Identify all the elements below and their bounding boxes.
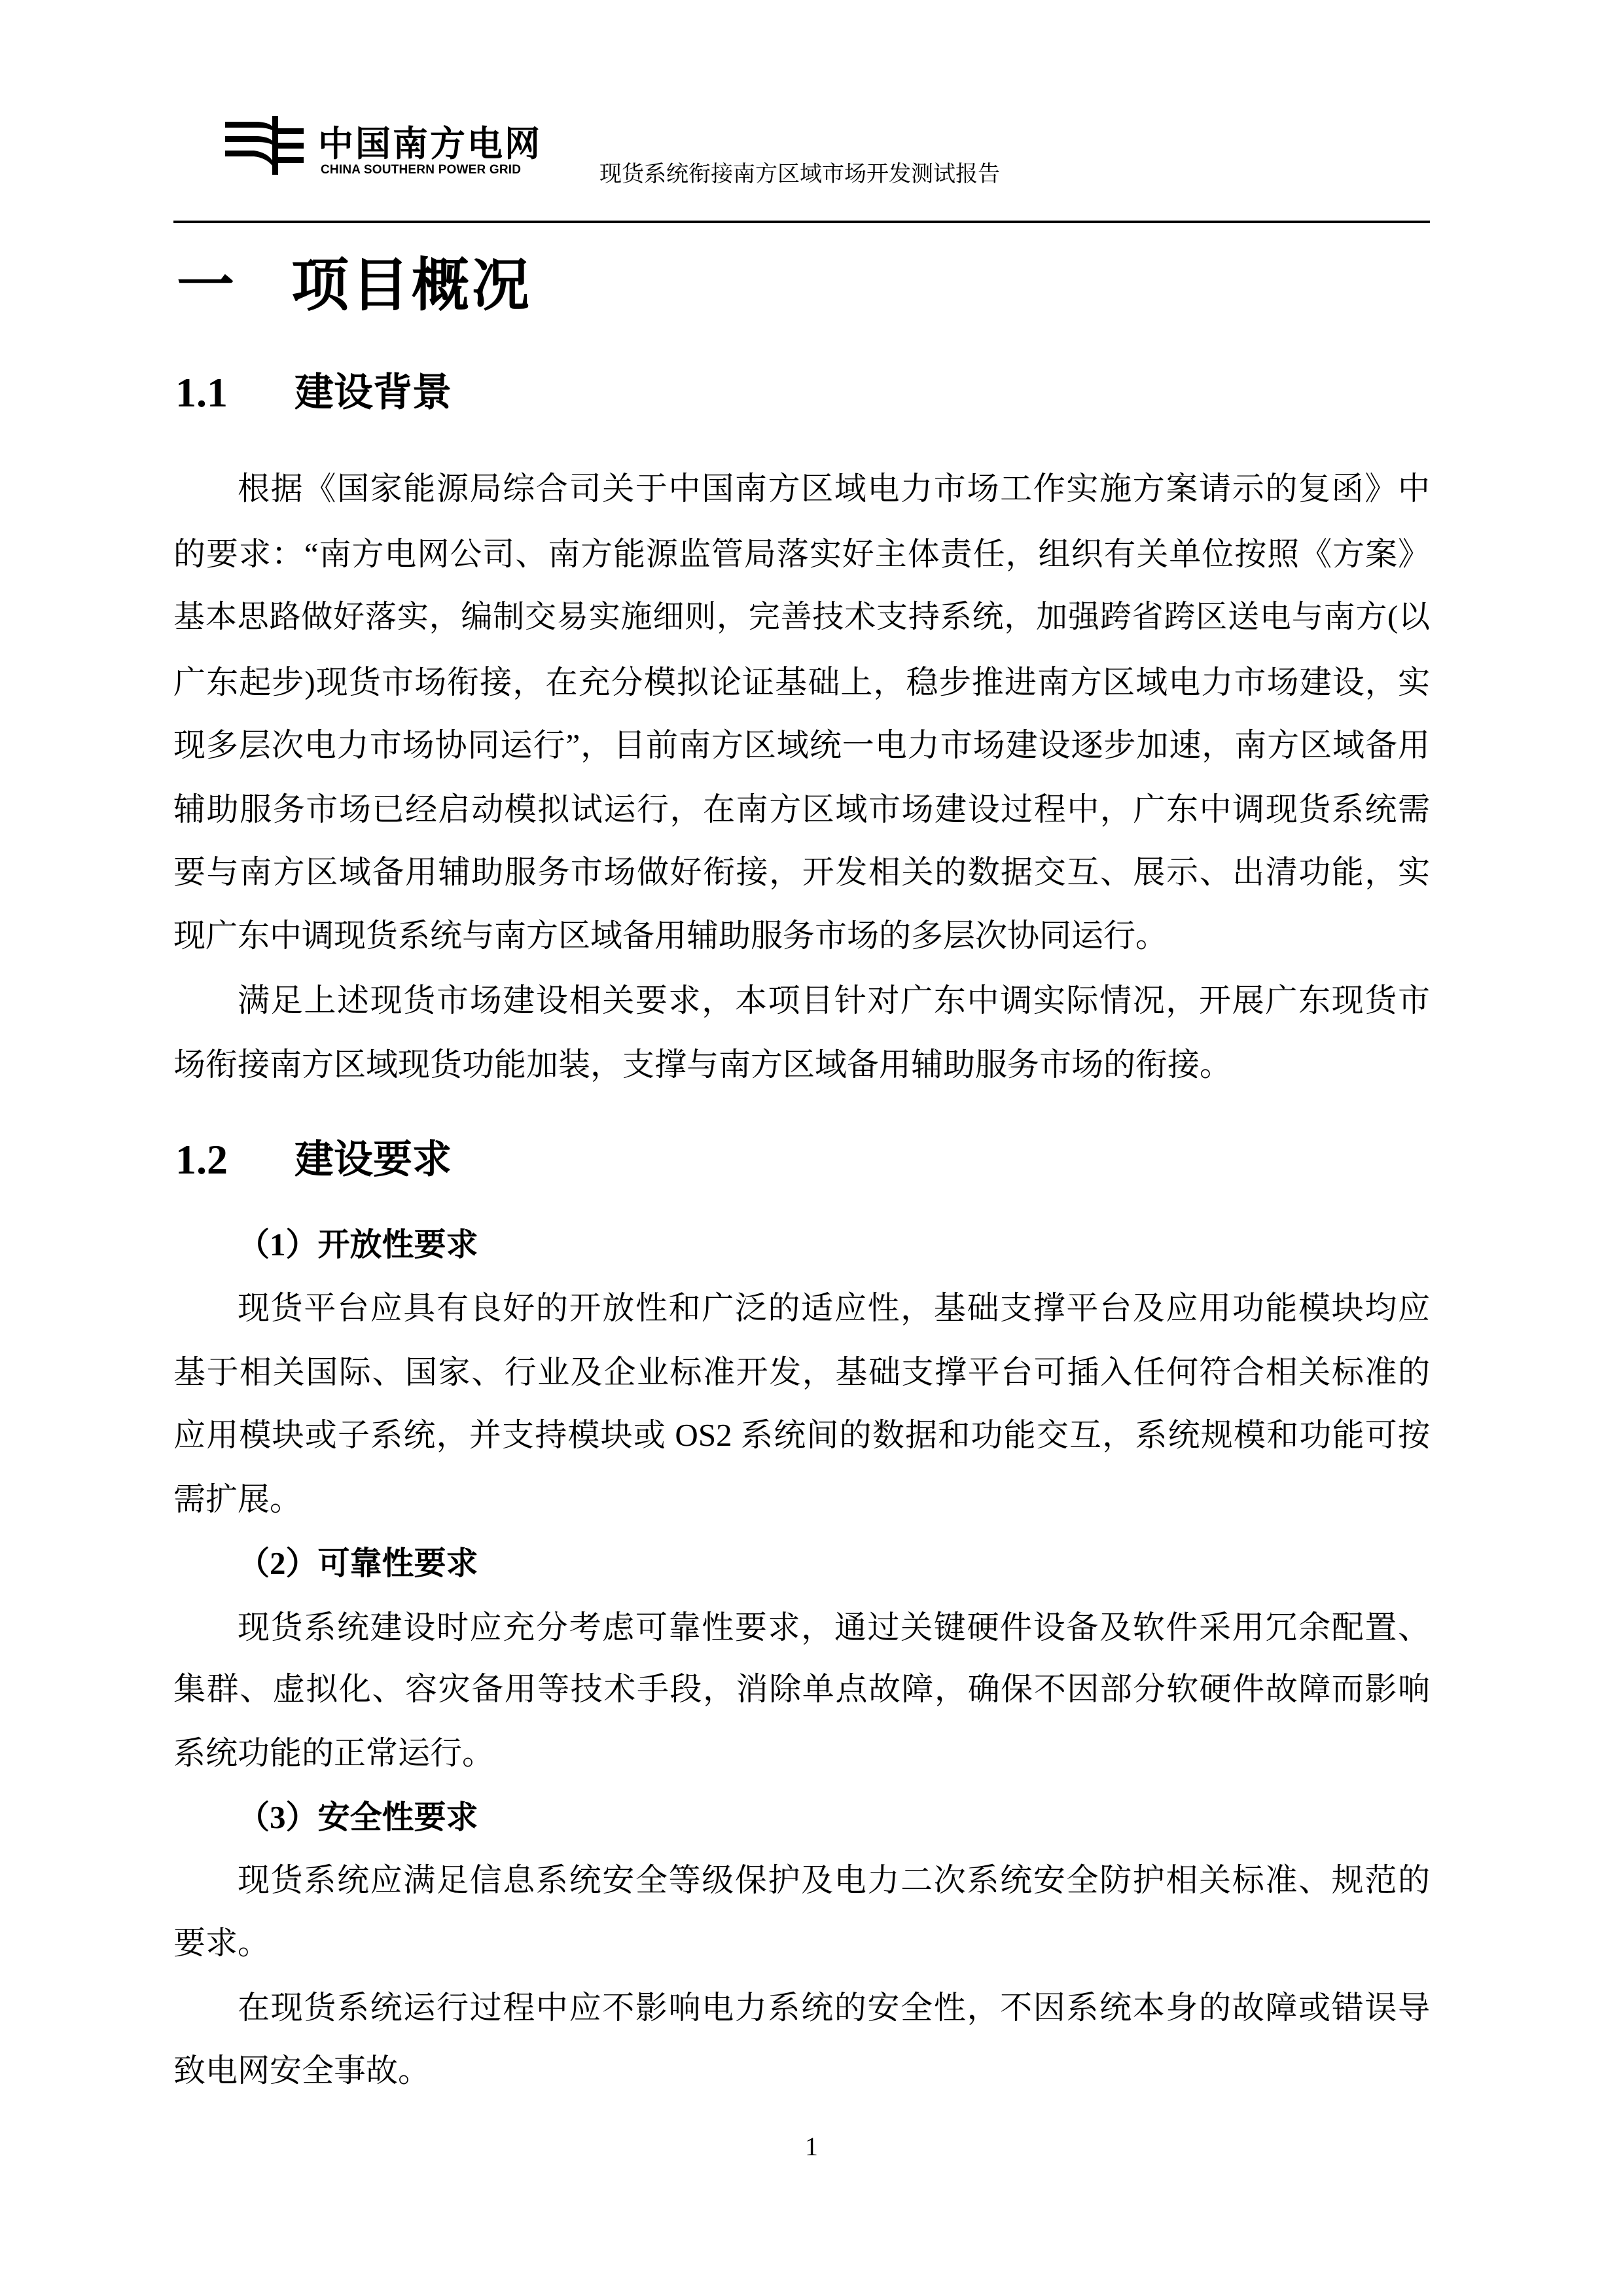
paragraph-line: 广东起步)现货市场衔接，在充分模拟论证基础上，稳步推进南方区域电力市场建设，实 xyxy=(173,664,1430,700)
document-title: 现货系统衔接南方区域市场开发测试报告 xyxy=(599,162,1000,187)
paragraph-line: 在现货系统运行过程中应不影响电力系统的安全性，不因系统本身的故障或错误导 xyxy=(238,1990,1430,2026)
paragraph-line: 场衔接南方区域现货功能加装，支撑与南方区域备用辅助服务市场的衔接。 xyxy=(173,1047,1232,1083)
paragraph-line: 现多层次电力市场协同运行”，目前南方区域统一电力市场建设逐步加速，南方区域备用 xyxy=(173,727,1430,763)
chapter-title: 项目概况 xyxy=(291,255,533,318)
header-divider xyxy=(173,221,1430,223)
paragraph-line: 致电网安全事故。 xyxy=(173,2053,431,2089)
paragraph-line: 要与南方区域备用辅助服务市场做好衔接，开发相关的数据交互、展示、出清功能，实 xyxy=(173,854,1430,890)
paragraph-line: 根据《国家能源局综合司关于中国南方区域电力市场工作实施方案请示的复函》中 xyxy=(238,471,1430,507)
section-title: 建设背景 xyxy=(294,371,452,414)
logo-emblem-icon xyxy=(225,116,304,175)
page-number: 1 xyxy=(805,2132,818,2161)
paragraph-line: 辅助服务市场已经启动模拟试运行，在南方区域市场建设过程中，广东中调现货系统需 xyxy=(173,791,1430,827)
logo-english-name: CHINA SOUTHERN POWER GRID xyxy=(321,163,522,177)
section-title: 建设要求 xyxy=(294,1138,452,1181)
paragraph-line: 需扩展。 xyxy=(173,1481,302,1517)
paragraph-line: 满足上述现货市场建设相关要求，本项目针对广东中调实际情况，开展广东现货市 xyxy=(238,982,1430,1018)
chapter-number: 一 xyxy=(177,255,235,318)
paragraph-line: 现货系统应满足信息系统安全等级保护及电力二次系统安全防护相关标准、规范的 xyxy=(238,1862,1430,1898)
paragraph-line: 基本思路做好落实，编制交易实施细则，完善技术支持系统，加强跨省跨区送电与南方(以 xyxy=(173,600,1430,634)
subsection-title: （1）开放性要求 xyxy=(238,1227,478,1263)
paragraph-line: 现货平台应具有良好的开放性和广泛的适应性，基础支撑平台及应用功能模块均应 xyxy=(238,1290,1430,1326)
paragraph-line: 要求。 xyxy=(173,1925,270,1961)
paragraph-line: 的要求：“南方电网公司、南方能源监管局落实好主体责任，组织有关单位按照《方案》 xyxy=(173,536,1430,572)
paragraph-line: 现广东中调现货系统与南方区域备用辅助服务市场的多层次协同运行。 xyxy=(173,918,1168,954)
subsection-title: （2）可靠性要求 xyxy=(238,1545,478,1581)
paragraph-line: 基于相关国际、国家、行业及企业标准开发，基础支撑平台可插入任何符合相关标准的 xyxy=(173,1354,1430,1390)
section-number: 1.2 xyxy=(175,1136,228,1183)
paragraph-line: 现货系统建设时应充分考虑可靠性要求，通过关键硬件设备及软件采用冗余配置、 xyxy=(238,1609,1430,1645)
paragraph-line: 应用模块或子系统，并支持模块或 OS2 系统间的数据和功能交互，系统规模和功能可按 xyxy=(173,1417,1430,1453)
section-number: 1.1 xyxy=(175,369,228,416)
subsection-title: （3）安全性要求 xyxy=(238,1799,478,1835)
paragraph-line: 集群、虚拟化、容灾备用等技术手段，消除单点故障，确保不因部分软硬件故障而影响 xyxy=(173,1671,1430,1707)
paragraph-line: 系统功能的正常运行。 xyxy=(173,1735,495,1771)
logo-chinese-name: 中国南方电网 xyxy=(318,123,542,164)
